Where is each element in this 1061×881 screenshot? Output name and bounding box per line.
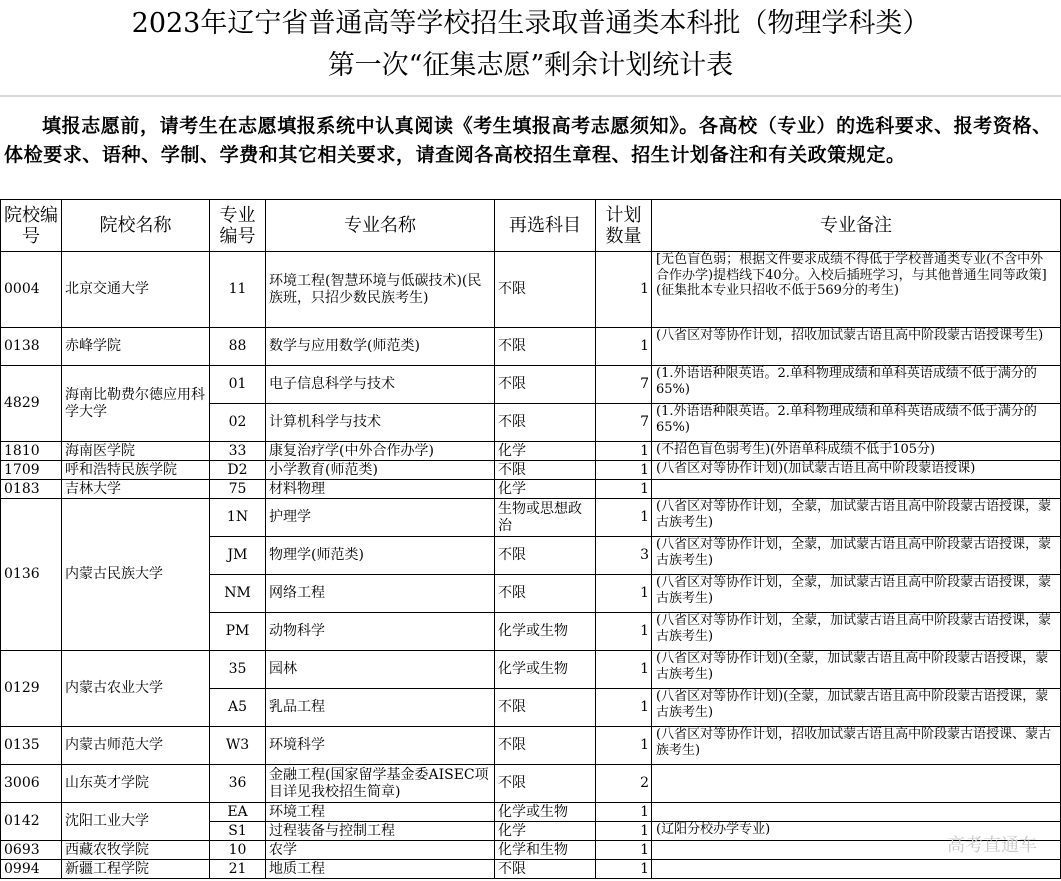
subject-cell: 不限	[495, 860, 596, 879]
school-name-cell: 西藏农牧学院	[62, 841, 210, 860]
remark-cell: (八省区对等协作计划，全蒙，加试蒙古语且高中阶段蒙古语授课，蒙古族考生)	[652, 499, 1061, 537]
school-code-cell: 0994	[1, 860, 62, 879]
major-name-cell: 护理学	[266, 499, 495, 537]
major-code-cell: 88	[210, 328, 266, 366]
remark-cell	[652, 803, 1061, 822]
table-row	[1, 499, 1061, 537]
plan-cell: 2	[596, 765, 652, 803]
major-name-cell: 材料物理	[266, 480, 495, 499]
major-name-cell: 环境科学	[266, 727, 495, 765]
major-code-cell: A5	[210, 689, 266, 727]
plan-cell: 3	[596, 537, 652, 575]
header-major-code: 专业编号	[210, 200, 266, 252]
plan-cell: 1	[596, 442, 652, 461]
subject-cell: 化学	[495, 822, 596, 841]
school-name-cell: 新疆工程学院	[62, 860, 210, 879]
major-code-cell: 75	[210, 480, 266, 499]
subject-cell: 化学和生物	[495, 841, 596, 860]
subject-cell: 化学或生物	[495, 651, 596, 689]
header-subject: 再选科目	[495, 200, 596, 252]
school-name-cell: 内蒙古民族大学	[62, 499, 210, 651]
plan-cell: 1	[596, 822, 652, 841]
major-name-cell: 康复治疗学(中外合作办学)	[266, 442, 495, 461]
subject-cell: 不限	[495, 537, 596, 575]
table-row	[1, 727, 1061, 765]
school-code-cell: 0183	[1, 480, 62, 499]
school-name-cell: 山东英才学院	[62, 765, 210, 803]
major-code-cell: D2	[210, 461, 266, 480]
school-name-cell: 吉林大学	[62, 480, 210, 499]
table-row	[1, 480, 1061, 499]
school-code-cell: 0136	[1, 499, 62, 651]
table-row	[1, 651, 1061, 689]
remark-cell	[652, 765, 1061, 803]
subject-cell: 化学	[495, 442, 596, 461]
school-code-cell: 1810	[1, 442, 62, 461]
plan-cell: 1	[596, 461, 652, 480]
school-code-cell: 3006	[1, 765, 62, 803]
remark-cell: (八省区对等协作计划)(全蒙，加试蒙古语且高中阶段蒙古语授课，蒙古族考生)	[652, 651, 1061, 689]
major-name-cell: 农学	[266, 841, 495, 860]
plan-cell: 7	[596, 366, 652, 404]
major-code-cell: EA	[210, 803, 266, 822]
subject-cell: 不限	[495, 727, 596, 765]
major-code-cell: 36	[210, 765, 266, 803]
plan-cell: 1	[596, 689, 652, 727]
header-remark: 专业备注	[652, 200, 1061, 252]
subject-cell: 不限	[495, 689, 596, 727]
school-code-cell: 1709	[1, 461, 62, 480]
remark-cell: (1.外语语种限英语。2.单科物理成绩和单科英语成绩不低于满分的65%)	[652, 404, 1061, 442]
remark-cell: (八省区对等协作计划，全蒙，加试蒙古语且高中阶段蒙古语授课，蒙古族考生)	[652, 537, 1061, 575]
subject-cell: 化学或生物	[495, 803, 596, 822]
table-row	[1, 442, 1061, 461]
major-code-cell: W3	[210, 727, 266, 765]
table-row	[1, 366, 1061, 404]
major-name-cell: 数学与应用数学(师范类)	[266, 328, 495, 366]
header-school-name: 院校名称	[62, 200, 210, 252]
remark-cell: (八省区对等协作计划，招收加试蒙古语且高中阶段蒙古语授课、蒙古族考生)	[652, 727, 1061, 765]
school-name-cell: 北京交通大学	[62, 252, 210, 328]
school-name-cell: 赤峰学院	[62, 328, 210, 366]
table-row	[1, 252, 1061, 328]
school-code-cell: 0135	[1, 727, 62, 765]
table-row	[1, 803, 1061, 822]
major-name-cell: 过程装备与控制工程	[266, 822, 495, 841]
header-plan: 计划数量	[596, 200, 652, 252]
major-name-cell: 环境工程(智慧环境与低碳技术)(民族班，只招少数民族考生)	[266, 252, 495, 328]
table-row	[1, 328, 1061, 366]
table-header-row	[1, 200, 1061, 252]
remark-cell: (不招色盲色弱考生)(外语单科成绩不低于105分)	[652, 442, 1061, 461]
header-divider	[0, 95, 1061, 97]
plan-cell: 1	[596, 803, 652, 822]
major-name-cell: 乳品工程	[266, 689, 495, 727]
school-code-cell: 0142	[1, 803, 62, 841]
major-code-cell: 10	[210, 841, 266, 860]
school-code-cell: 4829	[1, 366, 62, 442]
remark-cell: [无色盲色弱；根据文件要求成绩不得低于学校普通类专业(不含中外合作办学)提档线下40分。入校后插班学习，与其他普通生同等政策](征集批本专业只招收不低于569分的考生)	[652, 252, 1061, 328]
plan-cell: 1	[596, 860, 652, 879]
plan-cell: 1	[596, 480, 652, 499]
header-school-code: 院校编号	[1, 200, 62, 252]
plan-cell: 1	[596, 727, 652, 765]
school-code-cell: 0138	[1, 328, 62, 366]
subject-cell: 化学或生物	[495, 613, 596, 651]
remark-cell: (八省区对等协作计划)(加试蒙古语且高中阶段蒙语授课)	[652, 461, 1061, 480]
table-row	[1, 841, 1061, 860]
remark-cell: (1.外语语种限英语。2.单科物理成绩和单科英语成绩不低于满分的65%)	[652, 366, 1061, 404]
plan-cell: 1	[596, 328, 652, 366]
school-name-cell: 内蒙古师范大学	[62, 727, 210, 765]
major-name-cell: 电子信息科学与技术	[266, 366, 495, 404]
title-line-1: 2023年辽宁省普通高等学校招生录取普通类本科批（物理学科类）	[131, 8, 930, 39]
subject-cell: 不限	[495, 328, 596, 366]
major-name-cell: 园林	[266, 651, 495, 689]
title-line-2: 第一次“征集志愿”剩余计划统计表	[327, 50, 734, 81]
major-code-cell: NM	[210, 575, 266, 613]
major-code-cell: PM	[210, 613, 266, 651]
notice-paragraph: 填报志愿前，请考生在志愿填报系统中认真阅读《考生填报高考志愿须知》。各高校（专业）的选科要求、报考资格、体检要求、语种、学制、学费和其它相关要求，请查阅各高校招生章程、招生计划备注和有关政策规定。	[4, 115, 1052, 166]
major-code-cell: 1N	[210, 499, 266, 537]
major-name-cell: 动物科学	[266, 613, 495, 651]
school-code-cell: 0004	[1, 252, 62, 328]
plan-cell: 1	[596, 499, 652, 537]
major-name-cell: 金融工程(国家留学基金委AISEC项目详见我校招生简章)	[266, 765, 495, 803]
subject-cell: 不限	[495, 366, 596, 404]
major-code-cell: 21	[210, 860, 266, 879]
major-code-cell: 11	[210, 252, 266, 328]
plan-cell: 1	[596, 613, 652, 651]
remark-cell: (八省区对等协作计划，全蒙，加试蒙古语且高中阶段蒙古语授课，蒙古族考生)	[652, 575, 1061, 613]
subject-cell: 化学	[495, 480, 596, 499]
subject-cell: 不限	[495, 575, 596, 613]
plan-cell: 1	[596, 575, 652, 613]
plan-cell: 7	[596, 404, 652, 442]
major-code-cell: 01	[210, 366, 266, 404]
major-code-cell: 33	[210, 442, 266, 461]
remark-cell: (八省区对等协作计划，全蒙，加试蒙古语且高中阶段蒙古语授课，蒙古族考生)	[652, 613, 1061, 651]
major-name-cell: 小学教育(师范类)	[266, 461, 495, 480]
remark-cell: (辽阳分校办学专业)	[652, 822, 1061, 841]
remark-cell: (八省区对等协作计划)(全蒙，加试蒙古语且高中阶段蒙古语授课，蒙古族考生)	[652, 689, 1061, 727]
school-name-cell: 海南医学院	[62, 442, 210, 461]
major-name-cell: 环境工程	[266, 803, 495, 822]
subject-cell: 不限	[495, 765, 596, 803]
school-name-cell: 呼和浩特民族学院	[62, 461, 210, 480]
major-code-cell: 02	[210, 404, 266, 442]
table-row	[1, 860, 1061, 879]
school-code-cell: 0693	[1, 841, 62, 860]
major-code-cell: 35	[210, 651, 266, 689]
plan-table	[0, 199, 1061, 879]
school-name-cell: 海南比勒费尔德应用科学大学	[62, 366, 210, 442]
plan-cell: 1	[596, 651, 652, 689]
major-name-cell: 计算机科学与技术	[266, 404, 495, 442]
subject-cell: 不限	[495, 404, 596, 442]
table-row	[1, 461, 1061, 480]
school-name-cell: 沈阳工业大学	[62, 803, 210, 841]
subject-cell: 不限	[495, 461, 596, 480]
header-major-name: 专业名称	[266, 200, 495, 252]
major-code-cell: S1	[210, 822, 266, 841]
major-name-cell: 物理学(师范类)	[266, 537, 495, 575]
remark-cell	[652, 480, 1061, 499]
major-name-cell: 地质工程	[266, 860, 495, 879]
subject-cell: 生物或思想政治	[495, 499, 596, 537]
school-name-cell: 内蒙古农业大学	[62, 651, 210, 727]
school-code-cell: 0129	[1, 651, 62, 727]
major-code-cell: JM	[210, 537, 266, 575]
subject-cell: 不限	[495, 252, 596, 328]
table-row	[1, 765, 1061, 803]
watermark: 高考直通车	[947, 835, 1037, 856]
remark-cell	[652, 860, 1061, 879]
remark-cell: (八省区对等协作计划，招收加试蒙古语且高中阶段蒙古语授课考生)	[652, 328, 1061, 366]
plan-cell: 1	[596, 841, 652, 860]
plan-cell: 1	[596, 252, 652, 328]
major-name-cell: 网络工程	[266, 575, 495, 613]
